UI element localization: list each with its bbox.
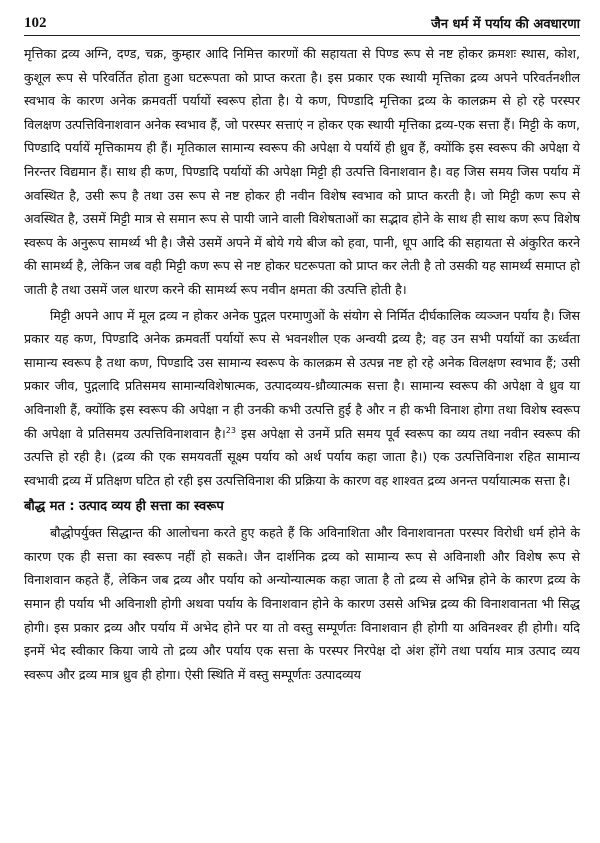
paragraph-2-text: मिट्टी अपने आप में मूल द्रव्य न होकर अनेक पुद्गल परमाणुओं के संयोग से निर्मित दीर्घकालिक व्यञ्जन पर्याय है। जिस प्रकार यह कण, पिण्डादि अनेक क्रमवर्ती पर्यायों रूप से भवनशील एक अन्वयी द्रव्य है; वह उन सभी पर्यायों का ऊर्ध्वता सामान्य स्वरूप है तथा कण, पिण्डादि उस सामान्य स्वरूप के कालक्रम से उत्पन्न नष्ट हो रहे अनेक विलक्षण स्वभाव हैं; उसी प्रकार जीव, पुद्गलादि प्रतिसमय सामान्यविशेषात्मक, उत्पादव्यय-ध्रौव्यात्मक सत्ता है। सामान्य स्वरूप की अपेक्षा वे ध्रुव या अविनाशी हैं, क्योंकि इस स्वरूप की अपेक्षा न ही उनकी कभी उत्पत्ति हुई है और न ही कभी विनाश होगा तथा विशेष स्वरूप की अपेक्षा वे प्रतिसमय उत्पत्तिविनाशवान है।: [24, 307, 580, 441]
page-header: [24, 0, 580, 32]
page-number: 102: [24, 15, 47, 31]
footnote-ref-23: 23: [225, 425, 236, 435]
paragraph-3: बौद्धोपर्युक्त सिद्धान्त की आलोचना करते हुए कहते हैं कि अविनाशिता और विनाशवानता परस्पर विरोधी धर्म होने के कारण एक ही सत्ता का स्वरूप नहीं हो सकते। जैन दार्शनिक द्रव्य को सामान्य रूप से अविनाशी और विशेष रूप से विनाशवान कहते हैं, लेकिन जब द्रव्य और पर्याय को अन्योन्यात्मक कहा जाता है तो द्रव्य से अभिन्न होने के कारण द्रव्य के समान ही पर्याय भी अविनाशी होगी अथवा पर्याय के विनाशवान होने के कारण उससे अभिन्न द्रव्य की विनाशवानता भी सिद्ध होगी। इस प्रकार द्रव्य और पर्याय में अभेद होने पर या तो वस्तु सम्पूर्णतः विनाशवान ही होगी या अविनश्वर ही होगी। यदि इनमें भेद स्वीकार किया जाये तो द्रव्य और पर्याय एक सत्ता के परस्पर निरपेक्ष दो अंश होंगे तथा पर्याय मात्र उत्पाद व्यय स्वरूप और द्रव्य मात्र ध्रुव ही होगा। ऐसी स्थिति में वस्तु सम्पूर्णतः उत्पादव्यय: [24, 525, 580, 682]
paragraph-1: मृत्तिका द्रव्य अग्नि, दण्ड, चक्र, कुम्हार आदि निमित्त कारणों की सहायता से पिण्ड रूप से नष्ट होकर क्रमशः स्थास, कोश, कुशूल रूप से परिवर्तित होता हुआ घटरूपता को प्राप्त करता है। इस प्रकार एक स्थायी मृत्तिका द्रव्य अपने परिवर्तनशील स्वभाव के कारण अनेक क्रमवर्ती पर्यायों स्वरूप होता है। ये कण, पिण्डादि मृत्तिका द्रव्य के कालक्रम से हो रहे परस्पर विलक्षण उत्पत्तिविनाशवान अनेक स्वभाव हैं, जो परस्पर सत्ताएं न होकर एक स्थायी मृत्तिका द्रव्य-एक सत्ता हैं। मिट्टी के कण, पिण्डादि पर्यायें मृत्तिकामय ही हैं। मृतिकाल सामान्य स्वरूप की अपेक्षा ये पर्यायें ही ध्रुव हैं, क्योंकि इस स्वरूप की अपेक्षा ये निरन्तर विद्यमान हैं। साथ ही कण, पिण्डादि पर्यायों की अपेक्षा मिट्टी ही उत्पत्ति विनाशवान है। वह जिस समय जिस पर्याय में अवस्थित है, उसी रूप है तथा उस रूप से नष्ट होकर ही नवीन विशेष स्वभाव को प्राप्त करती है। जो मिट्टी कण रूप से अवस्थित है, उसमें मिट्टी मात्र से समान रूप से पायी जाने वाली विशेषताओं का सद्भाव होने के साथ ही साथ कण रूप विशेष स्वरूप के अनुरूप सामर्थ्य भी है। जैसे उसमें अपने में बोये गये बीज को हवा, पानी, धूप आदि की सहायता से अंकुरित करने की सामर्थ्य है, लेकिन जब वही मिट्टी कण रूप से नष्ट होकर घटरूपता को प्राप्त कर लेती है तो उसकी यह सामर्थ्य समाप्त हो जाती है तथा उसमें जल धारण करने की सामर्थ्य रूप नवीन क्षमता की उत्पत्ति होती है।: [24, 46, 580, 297]
header-rule: [24, 35, 580, 36]
paragraph-2-cont: इस अपेक्षा से उनमें प्रति समय पूर्व स्वरूप का व्यय तथा नवीन स्वरूप की उत्पत्ति हो रही है। (द्रव्य की एक समयवर्ती सूक्ष्म पर्याय को अर्थ पर्याय कहा जाता है।) एक उत्पत्तिविनाश रहित सामान्य स्वभावी द्रव्य में प्रतिक्षण घटित हो रही इस उत्पत्तिविनाश की प्रक्रिया के कारण वह शाश्वत द्रव्य अनन्त पर्यायात्मक सत्ता है।: [24, 425, 580, 488]
running-title: जैन धर्म में पर्याय की अवधारणा: [431, 17, 580, 32]
section-heading: बौद्ध मत : उत्पाद व्यय ही सत्ता का स्वरूप: [24, 499, 224, 515]
paragraph-2: [24, 304, 580, 493]
